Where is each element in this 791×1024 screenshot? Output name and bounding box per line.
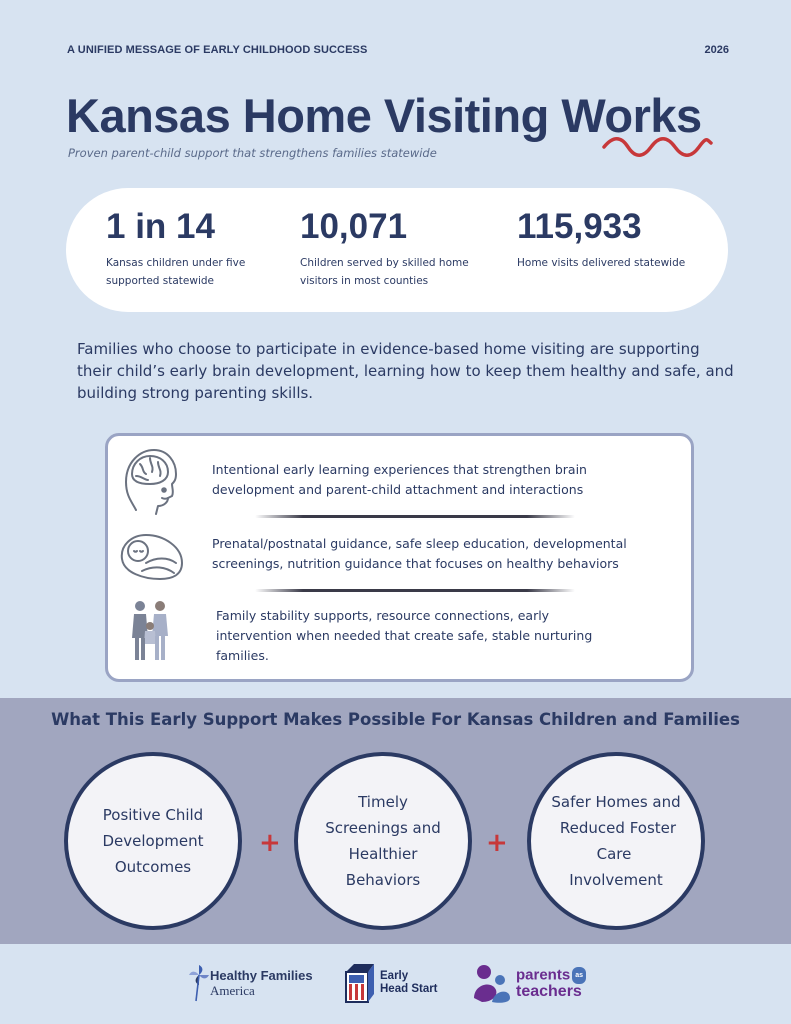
outcome-circle-development [64, 752, 242, 930]
support-line: intervention when needed that create safe, stable nurturing [216, 628, 593, 643]
healthy-families-line: America [210, 983, 255, 998]
stat-label-line: Home visits delivered statewide [517, 257, 686, 269]
pat-line: parents [516, 965, 571, 983]
stat-children-ratio [106, 204, 245, 290]
support-box [105, 433, 694, 682]
page-subtitle: Proven parent-child support that strengthens families statewide [68, 146, 437, 160]
pat-line: teachers [516, 982, 582, 1000]
pinwheel-icon [188, 963, 210, 1003]
outcome-line: Positive Child [102, 806, 204, 824]
outcome-line: Outcomes [114, 858, 192, 876]
support-line: Family stability supports, resource connections, early [216, 608, 550, 623]
squiggle-underline-icon [601, 134, 713, 160]
partner-logos [0, 944, 791, 1024]
intro-paragraph: Families who choose to participate in evidence-based home visiting are supporting their child’s early brain development, learning how to keep them healthy and safe, and building strong parenting skills. [77, 340, 734, 402]
stat-children-served [300, 204, 469, 290]
flag-block-icon [344, 962, 376, 1004]
support-divider [255, 515, 575, 518]
stat-label-line: Kansas children under five [106, 257, 246, 269]
outcome-line: Healthier [348, 845, 418, 863]
parents-as-teachers-wordmark [516, 967, 586, 1000]
stat-value: 1 in 14 [106, 207, 215, 246]
page-title: Kansas Home Visiting Works [66, 89, 702, 142]
outcome-line: Development [102, 832, 204, 850]
early-head-start-logo [344, 960, 438, 1006]
early-head-start-line: Early [380, 970, 409, 982]
stat-value: 115,933 [517, 207, 642, 246]
stat-label [106, 254, 245, 290]
plus-icon: + [259, 828, 281, 858]
outcome-label [317, 789, 449, 893]
outcome-circle-safer-homes [527, 752, 705, 930]
pat-badge: as [572, 967, 586, 984]
support-text-learning [212, 460, 587, 500]
support-line: Intentional early learning experiences that strengthen brain [212, 462, 587, 477]
early-head-start-wordmark [380, 970, 438, 996]
stat-value: 10,071 [300, 207, 408, 246]
stat-label-line: visitors in most counties [300, 275, 429, 287]
healthy-families-wordmark [210, 968, 313, 998]
stats-panel [66, 188, 728, 312]
support-line: development and parent-child attachment and interactions [212, 482, 584, 497]
possible-heading: What This Early Support Makes Possible For Kansas Children and Families [51, 710, 740, 729]
child-brain-icon [118, 444, 180, 516]
outcome-label [531, 789, 701, 893]
support-line: families. [216, 648, 269, 663]
support-line: screenings, nutrition guidance that focuses on healthy behaviors [212, 556, 619, 571]
outcome-line: Safer Homes and [551, 793, 681, 811]
outcome-line: Screenings and [325, 819, 441, 837]
support-text-health [212, 534, 627, 574]
stat-label [517, 254, 685, 272]
support-text-stability [216, 606, 592, 666]
swaddled-baby-icon [116, 529, 186, 583]
healthy-families-line: Healthy Families [210, 968, 313, 983]
outcome-label [95, 802, 212, 880]
family-icon [126, 598, 174, 662]
stat-label [300, 254, 469, 290]
outcome-line: Reduced Foster Care [559, 819, 677, 863]
outcome-line: Involvement [569, 871, 663, 889]
healthy-families-logo [188, 960, 313, 1006]
support-line: Prenatal/postnatal guidance, safe sleep education, developmental [212, 536, 627, 551]
outcome-line: Behaviors [345, 871, 421, 889]
stat-label-line: Children served by skilled home [300, 257, 469, 269]
outcome-circle-screenings [294, 752, 472, 930]
header-kicker: A UNIFIED MESSAGE OF EARLY CHILDHOOD SUCCESS [67, 44, 368, 56]
parent-child-icon [472, 962, 512, 1004]
header-year: 2026 [704, 44, 729, 56]
stat-label-line: supported statewide [106, 275, 215, 287]
support-divider [255, 589, 575, 592]
stat-home-visits [517, 204, 685, 272]
parents-as-teachers-logo [472, 960, 586, 1006]
outcome-line: Timely [358, 793, 408, 811]
plus-icon: + [486, 828, 508, 858]
early-head-start-line: Head Start [380, 983, 438, 995]
